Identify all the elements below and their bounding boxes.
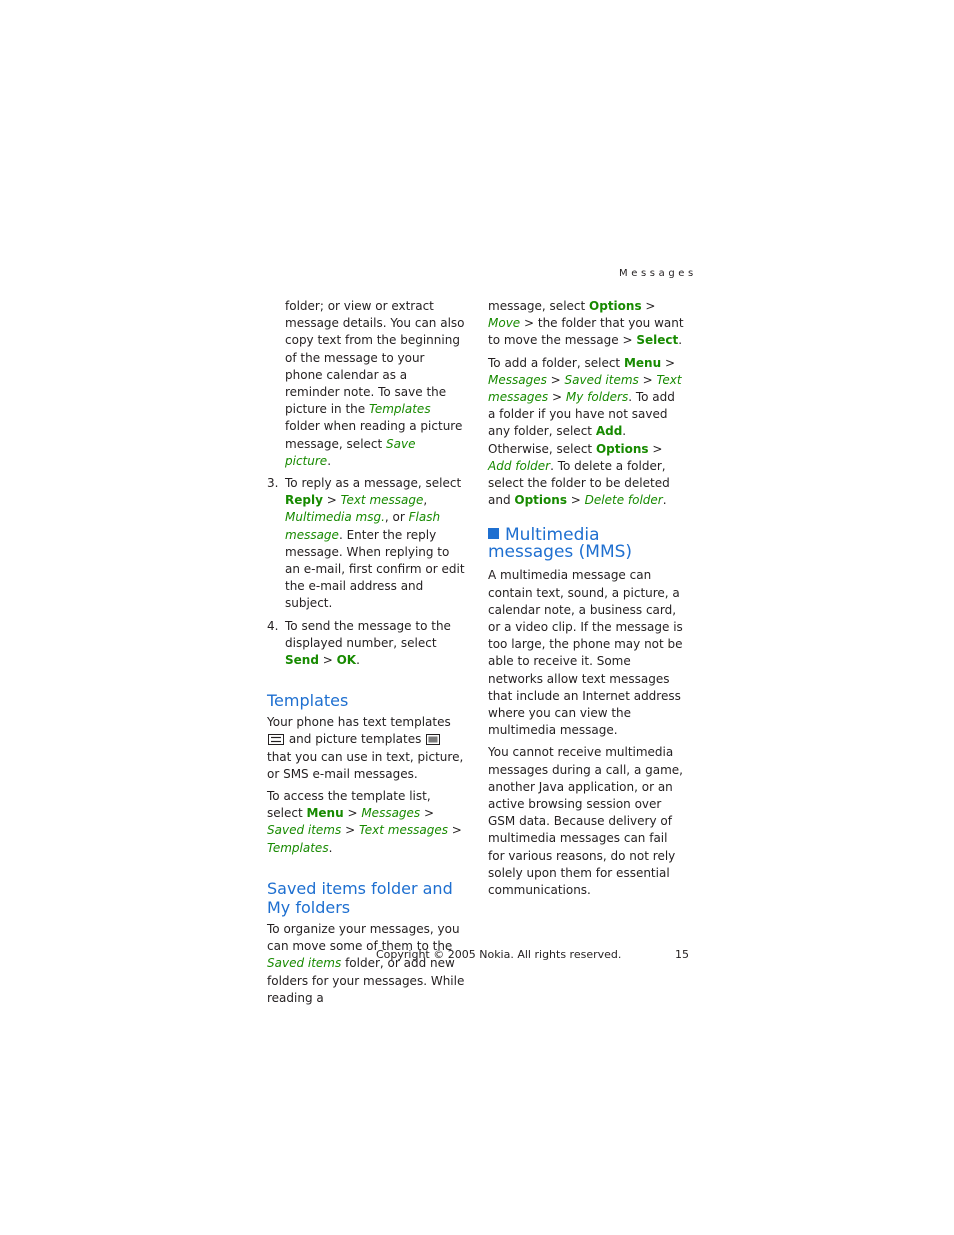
menu-path-term: Delete folder <box>584 493 663 508</box>
text-run: . <box>662 493 667 508</box>
picture-template-icon <box>426 734 440 745</box>
text-run: . Otherwise, select <box>488 424 627 456</box>
menu-path-term: Menu <box>306 806 344 821</box>
text-run: > <box>641 299 656 313</box>
section-square-icon <box>488 528 499 539</box>
menu-path-term: OK <box>336 653 357 668</box>
menu-path-term: Messages <box>361 806 421 821</box>
text-run: , or <box>384 510 409 525</box>
menu-path-term: Options <box>514 493 567 508</box>
menu-path-term: Saved items <box>564 372 639 387</box>
menu-path-term: Text messages <box>358 823 448 838</box>
mms-paragraph-1: A multimedia message can contain text, sound, a picture, a calendar note, a business card, or a video clip. If the message is too large, the phone may not be able to receive it. Some networks allow text messages that include an Internet address where you can view the multimedia message. <box>488 568 683 738</box>
text-run: To organize your messages, you can move some of them to the <box>267 921 460 954</box>
text-run: . <box>356 653 360 668</box>
menu-path-term: Text messages <box>488 372 682 405</box>
text-run: > <box>343 806 362 821</box>
text-run: To send the message to the displayed number, select <box>285 618 451 650</box>
menu-path-term: Add folder <box>488 458 551 473</box>
text-run: > <box>447 823 462 838</box>
text-run: > <box>648 441 663 456</box>
list-item-3 <box>267 475 465 613</box>
menu-path-term: Options <box>589 299 642 313</box>
add-folder-paragraph <box>488 355 686 510</box>
text-run: . To add a folder if you have not saved any folder, select <box>488 390 675 439</box>
continued-paragraph <box>267 298 465 470</box>
menu-path-term: Multimedia msg. <box>285 510 385 525</box>
text-run: > <box>341 823 359 838</box>
text-template-icon <box>268 734 284 745</box>
text-run: > <box>661 355 675 370</box>
menu-path-term: Text message <box>340 493 424 508</box>
menu-path-term: Saved items <box>267 823 342 838</box>
mms-heading-text: Multimedia messages (MMS) <box>488 525 633 563</box>
text-run: > <box>638 372 657 387</box>
text-run: > <box>322 493 341 508</box>
menu-path-term: Templates <box>369 402 431 417</box>
copyright-footer: Copyright © 2005 Nokia. All rights reserved. <box>376 948 622 961</box>
text-run: . Enter the reply message. When replying to an e-mail, first confirm or edit the e-mail address and subject. <box>285 527 465 611</box>
list-number: 4. <box>267 618 279 633</box>
text-run: folder when reading a picture message, select <box>285 419 463 451</box>
menu-path-term: Messages <box>488 372 547 387</box>
templates-text-c: that you can use in text, picture, or SMS e-mail messages. <box>267 749 464 781</box>
left-column <box>267 298 465 1012</box>
saved-items-heading: Saved items folder and My folders <box>267 878 453 917</box>
text-run: > <box>546 372 565 387</box>
page-number: 15 <box>675 948 689 961</box>
text-run: . To delete a folder, select the folder to be deleted and <box>488 458 670 508</box>
menu-path-term: Templates <box>267 840 329 855</box>
menu-path-term: Send <box>285 653 319 668</box>
text-run: folder; or view or extract message details. You can also copy text from the beginning of the message to your phone calendar as a reminder note. To save the picture in the <box>285 299 465 417</box>
templates-paragraph <box>267 714 465 783</box>
list-number: 3. <box>267 476 279 491</box>
text-run: > <box>548 390 566 405</box>
text-run: , <box>423 493 428 508</box>
text-run: > <box>318 653 337 668</box>
menu-path-term: Add <box>595 424 623 439</box>
menu-path-term: My folders <box>565 390 629 405</box>
list-item-4 <box>267 618 465 670</box>
move-paragraph <box>488 298 686 350</box>
menu-path-term: Move <box>488 316 521 331</box>
text-run: > <box>420 806 435 821</box>
mms-paragraph-2: You cannot receive multimedia messages during a call, a game, another Java application, or an active browsing session over GSM data. Because delivery of multimedia messages can fail for various reasons, do not rely solely upon them for essential communications. <box>488 745 683 898</box>
text-run: To access the template list, select <box>267 789 431 821</box>
text-run: To add a folder, select <box>488 355 624 370</box>
text-run: . <box>327 453 332 468</box>
templates-heading: Templates <box>267 691 349 711</box>
menu-path-term: Saved items <box>267 956 342 971</box>
text-run: To reply as a message, select <box>285 476 462 491</box>
text-run: folder, or add new folders for your messages. While reading a <box>267 956 465 1005</box>
text-run: message, select <box>488 299 590 313</box>
list-item-text <box>285 619 451 667</box>
menu-path-term: Select <box>636 333 679 348</box>
templates-text-b: and picture templates <box>288 732 422 747</box>
text-run: . <box>328 840 333 855</box>
templates-access-paragraph <box>267 788 465 857</box>
text-run: > <box>566 493 585 508</box>
menu-path-term: Menu <box>623 355 662 370</box>
saved-items-paragraph <box>267 921 465 1007</box>
text-run: > the folder that you want to move the message > <box>488 316 684 348</box>
menu-path-term: Reply <box>285 493 323 508</box>
list-item-text <box>285 476 465 610</box>
right-column <box>488 298 686 904</box>
menu-path-term: Flash message <box>285 510 441 542</box>
menu-path-term: Options <box>595 441 649 456</box>
text-run: . <box>678 333 683 348</box>
mms-heading <box>488 527 686 561</box>
menu-path-term: Save picture <box>285 436 416 468</box>
templates-text-a: Your phone has text templates <box>267 715 451 730</box>
running-header: Messages <box>619 268 697 279</box>
